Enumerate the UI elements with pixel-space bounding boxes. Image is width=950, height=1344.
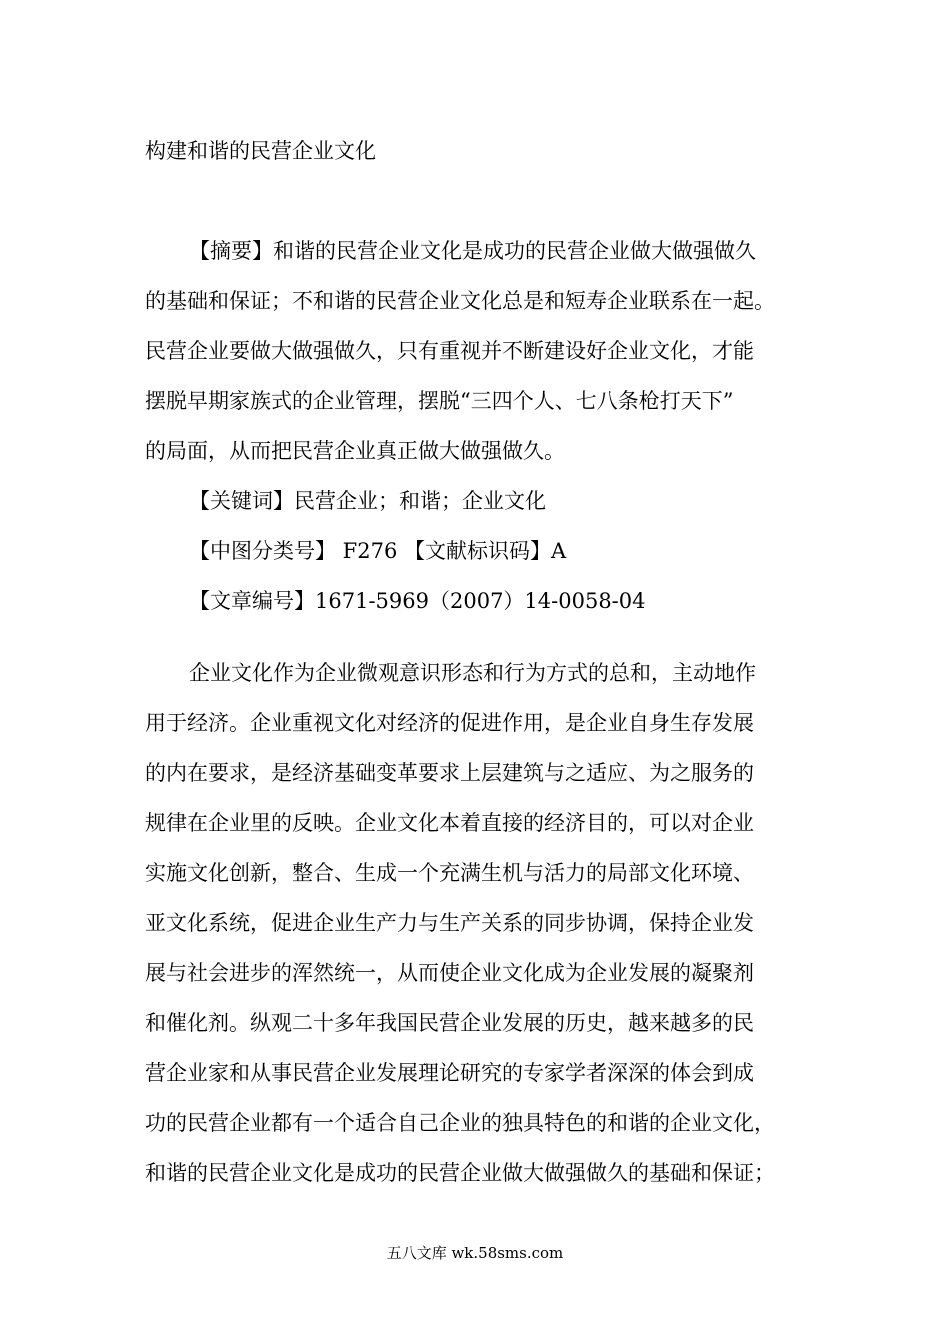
body-line: 企业文化作为企业微观意识形态和行为方式的总和，主动地作 bbox=[189, 661, 756, 685]
body-line: 用于经济。企业重视文化对经济的促进作用，是企业自身生存发展 bbox=[145, 711, 754, 735]
body-line: 展与社会进步的浑然统一，从而使企业文化成为企业发展的凝聚剂 bbox=[145, 961, 754, 985]
keywords-line: 【关键词】民营企业；和谐；企业文化 bbox=[189, 489, 546, 513]
document-title: 构建和谐的民营企业文化 bbox=[145, 139, 376, 163]
body-line: 营企业家和从事民营企业发展理论研究的专家学者深深的体会到成 bbox=[145, 1061, 754, 1085]
classification-line: 【中图分类号】 F276 【文献标识码】A bbox=[189, 539, 567, 563]
body-line: 和催化剂。纵观二十多年我国民营企业发展的历史，越来越多的民 bbox=[145, 1011, 754, 1035]
page-footer: 五八文库 wk.58sms.com bbox=[386, 1244, 564, 1262]
body-line: 的内在要求，是经济基础变革要求上层建筑与之适应、为之服务的 bbox=[145, 761, 754, 785]
abstract-line: 摆脱早期家族式的企业管理，摆脱“三四个人、七八条枪打天下” bbox=[145, 389, 734, 413]
abstract-section bbox=[145, 226, 825, 476]
abstract-line: 的局面，从而把民营企业真正做大做强做久。 bbox=[145, 439, 565, 463]
body-line: 亚文化系统，促进企业生产力与生产关系的同步协调，保持企业发 bbox=[145, 911, 754, 935]
abstract-line: 的基础和保证；不和谐的民营企业文化总是和短寿企业联系在一起。 bbox=[145, 289, 775, 313]
abstract-line: 民营企业要做大做强做久，只有重视并不断建设好企业文化，才能 bbox=[145, 339, 754, 363]
article-number-line: 【文章编号】1671-5969（2007）14-0058-04 bbox=[189, 589, 646, 613]
body-line: 和谐的民营企业文化是成功的民营企业做大做强做久的基础和保证； bbox=[145, 1161, 775, 1185]
body-line: 功的民营企业都有一个适合自己企业的独具特色的和谐的企业文化， bbox=[145, 1111, 775, 1135]
body-line: 实施文化创新，整合、生成一个充满生机与活力的局部文化环境、 bbox=[145, 861, 754, 885]
metadata-section bbox=[145, 476, 825, 626]
body-paragraph bbox=[145, 648, 825, 1198]
body-line: 规律在企业里的反映。企业文化本着直接的经济目的，可以对企业 bbox=[145, 811, 754, 835]
abstract-line: 【摘要】和谐的民营企业文化是成功的民营企业做大做强做久 bbox=[189, 239, 756, 263]
